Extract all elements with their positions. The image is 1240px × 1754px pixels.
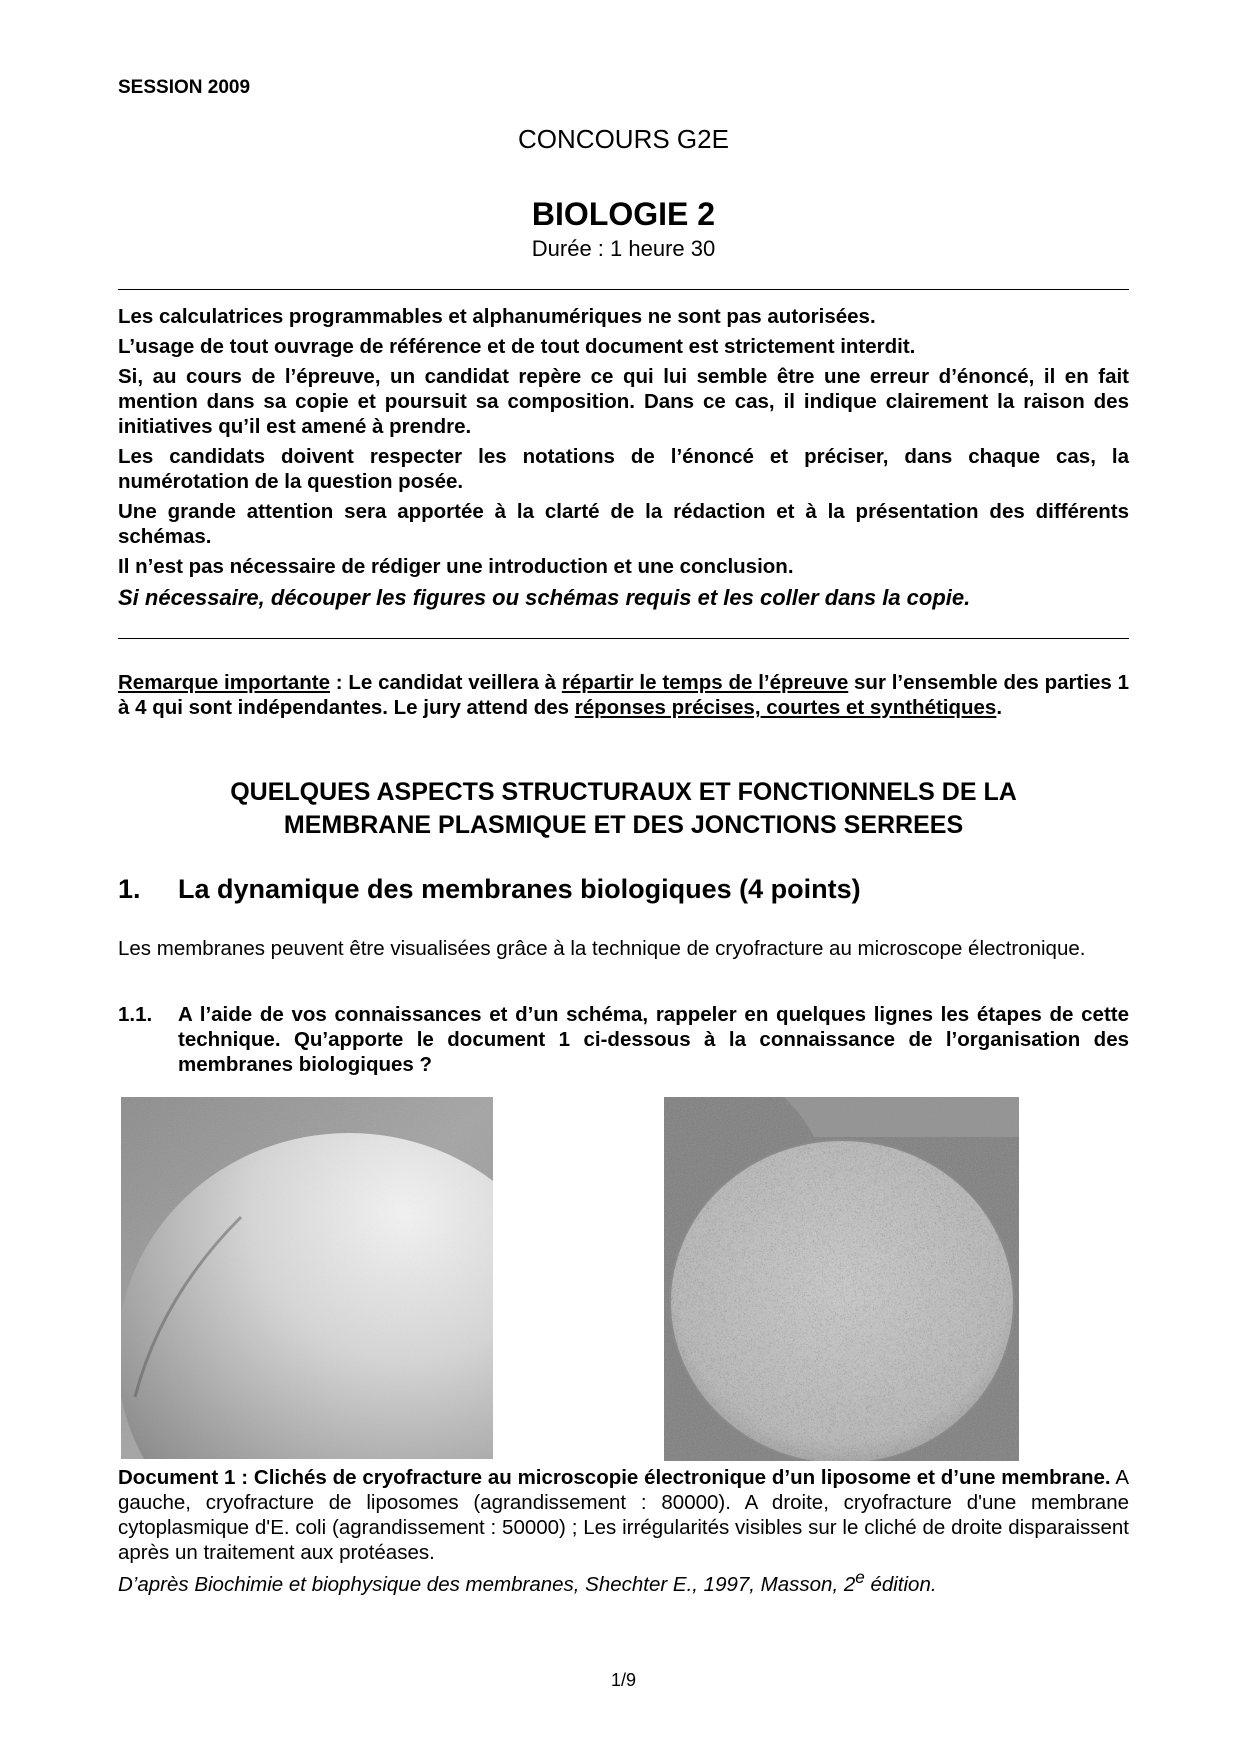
question-1-1 — [118, 1002, 1129, 1077]
page-number: 1/9 — [610, 1670, 637, 1690]
remark-text-1: : Le candidat veillera à — [329, 671, 562, 694]
session-label: SESSION 2009 — [118, 77, 251, 98]
question-number: 1.1. — [118, 1003, 153, 1026]
instruction-1: Les calculatrices programmables et alphanumériques ne sont pas autorisées. — [118, 305, 876, 328]
instruction-7: Si nécessaire, découper les figures ou schémas requis et les coller dans la copie. — [118, 585, 971, 610]
remark-label: Remarque importante — [118, 671, 330, 694]
source-text-end: édition. — [864, 1572, 937, 1596]
bottom-divider — [118, 638, 1129, 639]
caption-source — [118, 1565, 1129, 1597]
source-text: D’après Biochimie et biophysique des membranes, Shechter E., 1997, Masson, 2 — [118, 1572, 856, 1596]
instruction-4: Les candidats doivent respecter les notations de l’énoncé et préciser, dans chaque cas, la numérotation de la question posée. — [118, 445, 1129, 493]
duration-label: Durée : 1 heure 30 — [531, 236, 716, 261]
question-text: A l’aide de vos connaissances et d’un schéma, rappeler en quelques lignes les étapes de cette technique. Qu’apporte le document 1 ci-dessous à la connaissance de l’organisation des membranes biologiques ? — [178, 1003, 1129, 1076]
remark-underline-1: répartir le temps de l’épreuve — [561, 671, 849, 694]
main-title — [118, 776, 1129, 842]
concours-title: CONCOURS G2E — [518, 124, 729, 154]
remark-text-3: . — [996, 696, 1003, 719]
instruction-3: Si, au cours de l’épreuve, un candidat repère ce qui lui semble être une erreur d’énoncé, il en fait mention dans sa copie et poursuit sa composition. Dans ce cas, il indique clairement la raison des initiatives qu’il est amené à prendre. — [118, 365, 1129, 438]
section-heading — [118, 874, 1129, 905]
caption-title: Document 1 : Clichés de cryofracture au microscopie électronique d’un liposome et d’une membrane. — [118, 1466, 1111, 1489]
remark-underline-2: réponses précises, courtes et synthétiques — [574, 696, 997, 719]
instruction-5: Une grande attention sera apportée à la clarté de la rédaction et à la présentation des différents schémas. — [118, 500, 1129, 548]
main-title-line-1: QUELQUES ASPECTS STRUCTURAUX ET FONCTIONNELS DE LA — [230, 778, 1017, 806]
instructions-block — [118, 304, 1129, 615]
ecoli-membrane-micrograph — [664, 1097, 1019, 1461]
section-intro: Les membranes peuvent être visualisées grâce à la technique de cryofracture au microscope électronique. — [118, 937, 1086, 960]
liposome-micrograph — [121, 1097, 493, 1459]
important-remark — [118, 670, 1129, 720]
main-title-line-2: MEMBRANE PLASMIQUE ET DES JONCTIONS SERREES — [283, 811, 964, 839]
source-superscript: e — [855, 1568, 865, 1587]
subject-title: BIOLOGIE 2 — [531, 196, 716, 232]
remark-text-2: sur l’ensemble des parties 1 à 4 qui sont indépendantes. Le jury attend des — [118, 671, 1130, 719]
top-divider — [118, 289, 1129, 290]
document-1-caption — [118, 1465, 1129, 1597]
exam-page — [118, 0, 1129, 1754]
section-number: 1. — [118, 874, 141, 904]
instruction-2: L’usage de tout ouvrage de référence et de tout document est strictement interdit. — [118, 335, 916, 358]
section-title: La dynamique des membranes biologiques (4 points) — [178, 874, 861, 904]
caption-text: A gauche, cryofracture de liposomes (agrandissement : 80000). A droite, cryofracture d'une membrane cytoplasmique d'E. coli (agrandissement : 50000) ; Les irrégularités visibles sur le cliché de droite disparaissent après un traitement aux protéases. — [118, 1466, 1129, 1564]
instruction-6: Il n’est pas nécessaire de rédiger une introduction et une conclusion. — [118, 555, 794, 578]
